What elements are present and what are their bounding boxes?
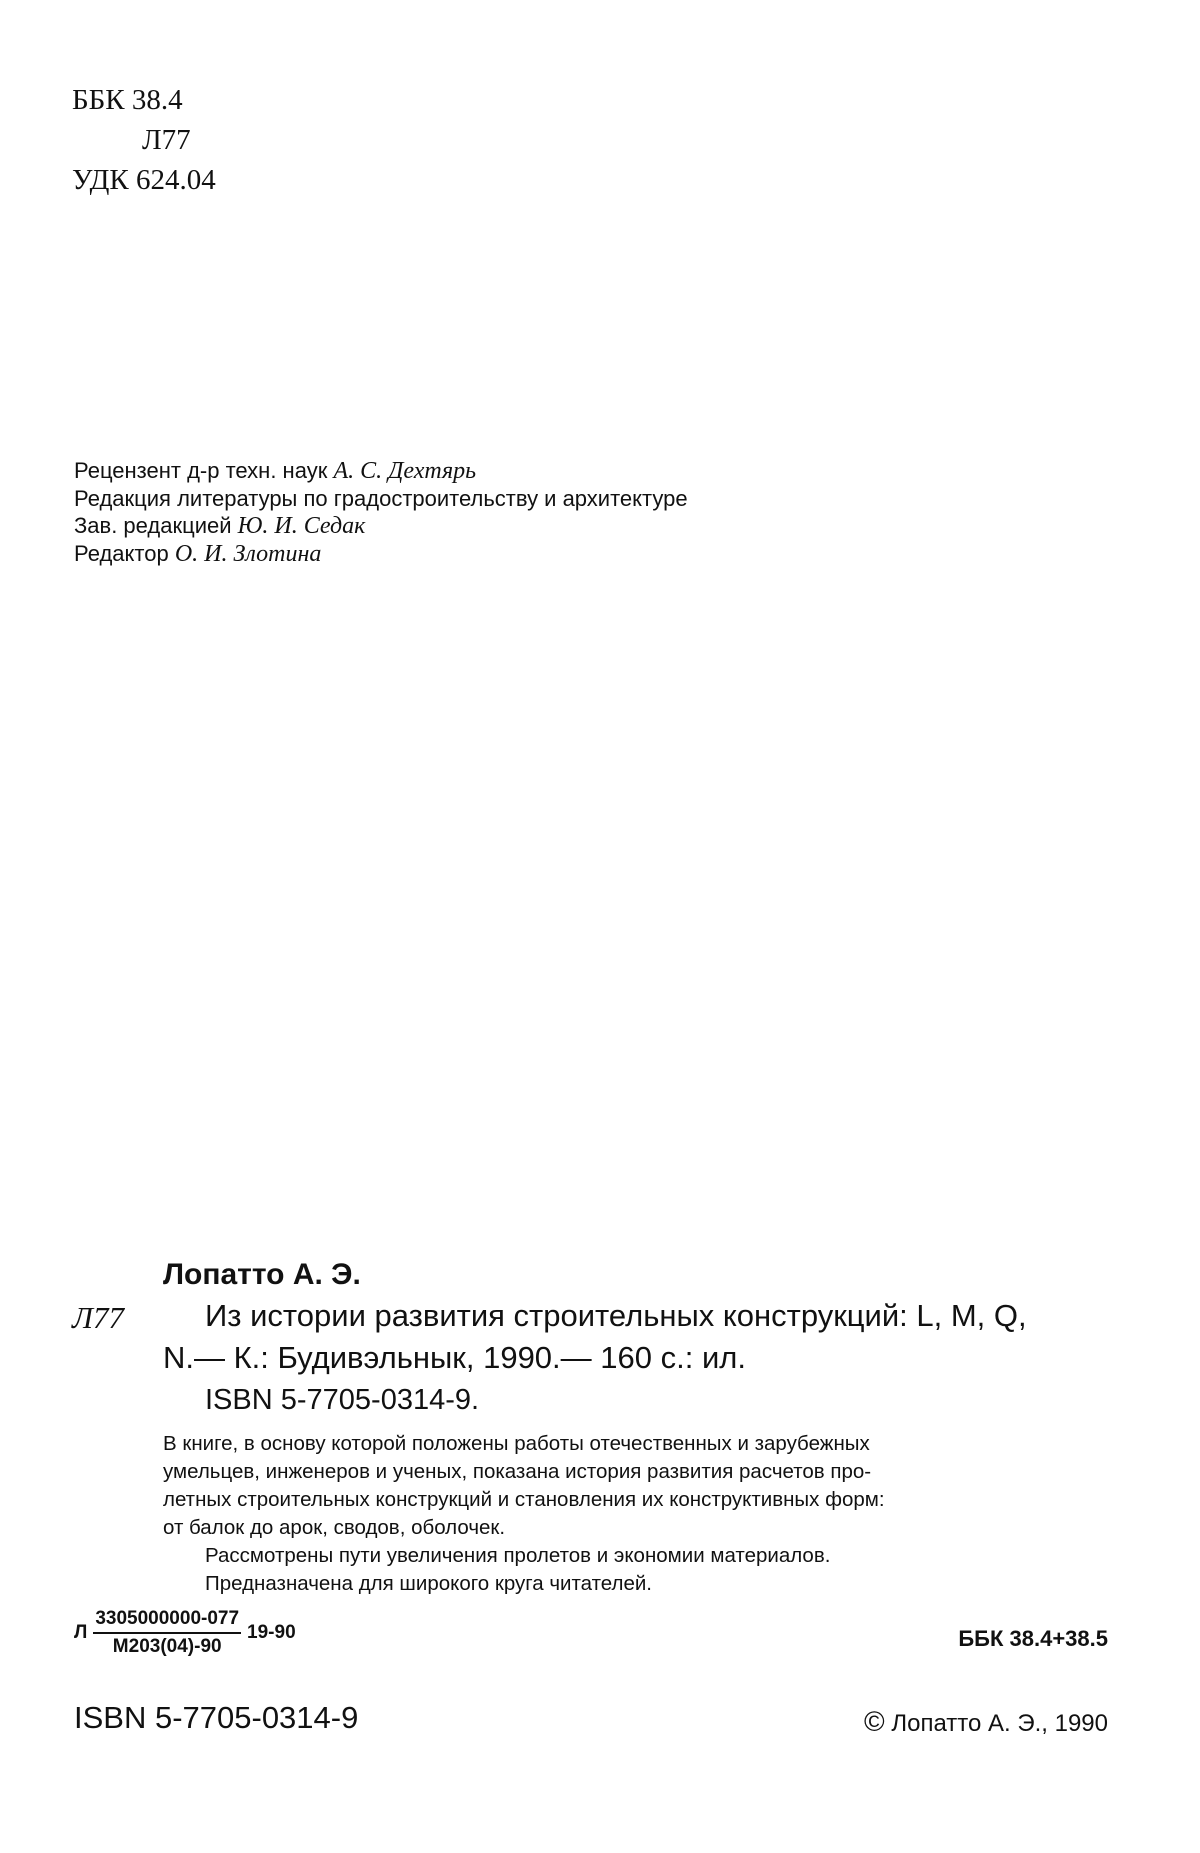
head-editor-line (74, 512, 688, 540)
annotation (163, 1430, 1109, 1598)
reviewer-name: А. С. Дехтярь (333, 458, 477, 484)
udk-code: УДК 624.04 (72, 164, 216, 196)
annotation-paragraph: Предназначена для широкого круга читателей. (205, 1572, 652, 1595)
imprint-fraction (93, 1608, 241, 1658)
author-mark: Л77 (142, 124, 191, 156)
imprint-prefix: Л (74, 1622, 88, 1643)
entry-author: Лопатто А. Э. (163, 1258, 361, 1291)
editor-name: О. И. Злотина (174, 541, 322, 567)
head-editor-name: Ю. И. Седак (237, 513, 366, 539)
copyright (864, 1706, 1108, 1738)
editor-line (74, 540, 688, 568)
imprint-suffix: 19-90 (247, 1622, 296, 1643)
imprint-denominator: М203(04)-90 (112, 1636, 222, 1657)
entry-title-line2: N.— К.: Будивэльнык, 1990.— 160 с.: ил. (163, 1340, 746, 1375)
entry-isbn: ISBN 5-7705-0314-9. (205, 1384, 480, 1416)
classification-block (72, 80, 216, 200)
copyright-text: Лопатто А. Э., 1990 (891, 1710, 1108, 1737)
imprint-isbn: ISBN 5-7705-0314-9 (74, 1700, 359, 1735)
imprint-numerator: 3305000000-077 (93, 1608, 241, 1634)
imprint-bbk: ББК 38.4+38.5 (958, 1626, 1108, 1651)
bbk-code: ББК 38.4 (72, 84, 183, 116)
entry-title-line1: Из истории развития строительных конструкций: L, M, Q, (205, 1298, 1027, 1333)
copyright-symbol: © (864, 1706, 885, 1737)
imprint-code (74, 1608, 296, 1658)
editor-prefix: Редактор (74, 541, 175, 566)
head-editor-prefix: Зав. редакцией (74, 513, 238, 538)
credits-block (74, 457, 688, 568)
annotation-line: от балок до арок, сводов, оболочек. (163, 1516, 506, 1539)
reviewer-line (74, 457, 688, 485)
annotation-line: В книге, в основу которой положены работы отечественных и зарубежных (163, 1432, 870, 1455)
annotation-line: умельцев, инженеров и ученых, показана история развития расчетов про- (163, 1460, 872, 1483)
reviewer-prefix: Рецензент д-р техн. наук (74, 458, 334, 483)
annotation-paragraph: Рассмотрены пути увеличения пролетов и экономии материалов. (205, 1544, 831, 1567)
annotation-line: летных строительных конструкций и становления их конструктивных форм: (163, 1488, 885, 1511)
entry-code: Л77 (72, 1300, 124, 1335)
edition-line: Редакция литературы по градостроительству и архитектуре (74, 486, 688, 511)
